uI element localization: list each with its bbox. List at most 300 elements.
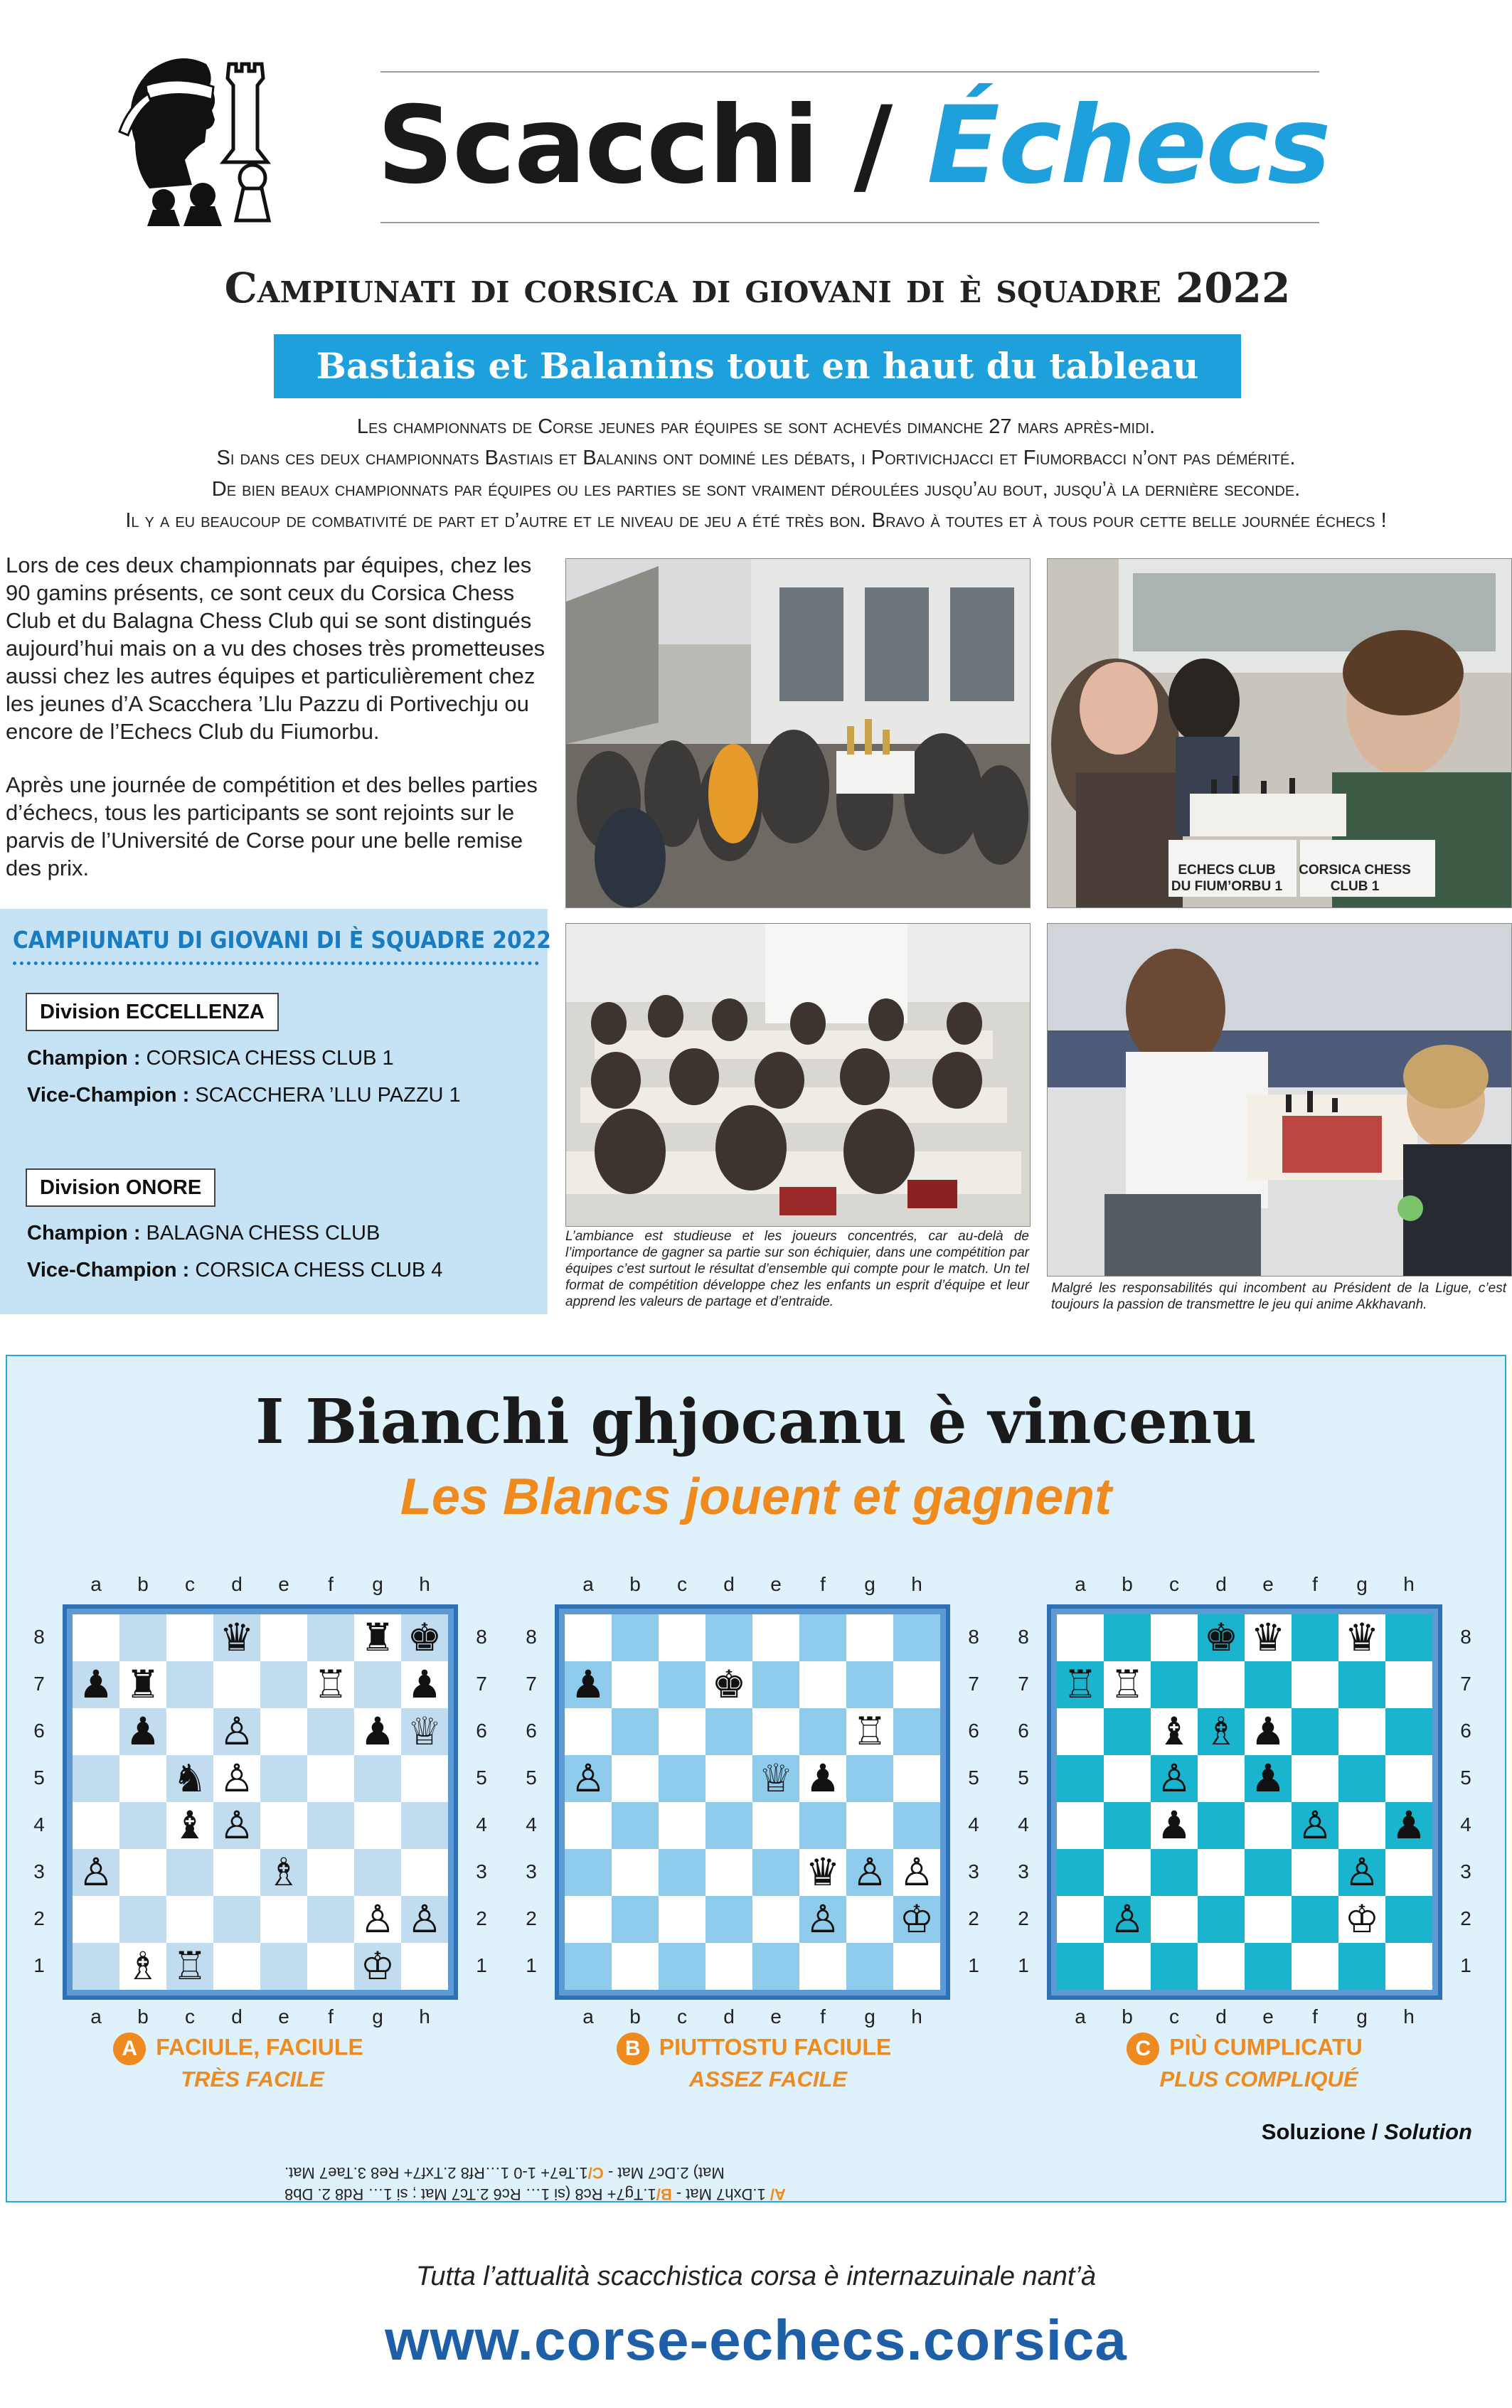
eccellenza-vice-champion: Vice-Champion : SCACCHERA ’LLU PAZZU 1 [27,1084,461,1107]
file-label: c [1169,1573,1179,1595]
square-a1 [1057,1943,1104,1990]
rank-label: 7 [476,1673,487,1695]
results-title: CAMPIUNATU DI GIOVANI DI È SQUADRE 2022 [13,926,551,954]
rank-label: 6 [33,1720,45,1742]
square-e7 [1245,1661,1292,1708]
white-pawn-icon: ♙ [570,1756,606,1801]
square-a2 [1057,1896,1104,1943]
square-f2 [307,1896,354,1943]
rank-label: 6 [526,1720,537,1742]
square-h7 [1385,1661,1432,1708]
black-pawn-icon: ♟ [78,1662,114,1707]
rank-label: 5 [968,1767,979,1789]
level-b [583,2033,925,2092]
square-b5 [1104,1755,1151,1802]
square-f3 [307,1849,354,1896]
white-king-icon: ♔ [899,1897,935,1941]
square-d4 [706,1802,752,1849]
square-g7 [846,1661,893,1708]
square-e1 [260,1943,307,1990]
white-pawn-icon: ♙ [219,1709,255,1754]
file-label: c [1169,2005,1179,2028]
square-b4 [1104,1802,1151,1849]
square-d5 [706,1755,752,1802]
rank-label: 4 [1018,1813,1029,1836]
file-label: c [185,1573,195,1595]
square-c6 [659,1708,706,1755]
badge-c: C [1127,2033,1159,2065]
square-f6 [1292,1708,1338,1755]
square-c7 [166,1661,213,1708]
square-b6 [612,1708,659,1755]
file-label: f [820,1573,826,1595]
title-echecs: Échecs [927,84,1330,208]
file-label: e [278,1573,289,1595]
square-d2 [706,1896,752,1943]
square-h5 [893,1755,940,1802]
square-d7 [213,1661,260,1708]
black-bishop-icon: ♝ [1156,1709,1192,1754]
white-rook-icon: ♖ [172,1944,208,1988]
file-label: a [90,2005,102,2028]
division-eccellenza-label: Division ECCELLENZA [26,993,279,1031]
square-e7 [260,1661,307,1708]
division-onore-label: Division ONORE [26,1168,215,1207]
photo-league-president [1047,923,1512,1277]
square-f6 [307,1708,354,1755]
file-label: f [328,1573,334,1595]
square-b5 [612,1755,659,1802]
square-c8 [166,1614,213,1661]
square-b2 [612,1896,659,1943]
square-c8 [659,1614,706,1661]
square-d2 [1198,1896,1245,1943]
square-h5 [1385,1755,1432,1802]
rank-label: 8 [1018,1626,1029,1648]
square-h8 [1385,1614,1432,1661]
square-g5 [846,1755,893,1802]
square-d3 [706,1849,752,1896]
corsica-chess-logo [107,36,284,228]
rank-label: 4 [1460,1813,1471,1836]
file-label: h [911,1573,922,1595]
square-c3 [1151,1849,1198,1896]
square-c5 [659,1755,706,1802]
badge-a: A [113,2033,146,2065]
rank-label: 8 [526,1626,537,1648]
square-a6 [1057,1708,1104,1755]
level-c [1095,2033,1394,2092]
square-c8 [1151,1614,1198,1661]
caption-tournament-hall: L’ambiance est studieuse et les joueurs concentrés, car au-delà de l’importance de gagner sa partie sur son échiquier, dans une compétition par équipes c’est surtout le résultat d’ensemble qui compte pour le match. Un tel format de compétition développe chez les enfants un esprit d’équipe et leur apprend les valeurs de partage et d’entraide. [565,1229,1029,1309]
rank-label: 8 [1460,1626,1471,1648]
square-f5 [307,1755,354,1802]
black-king-icon: ♚ [711,1662,747,1707]
square-f4 [799,1802,846,1849]
rank-label: 1 [526,1954,537,1976]
square-b4 [119,1802,166,1849]
black-pawn-icon: ♟ [570,1662,606,1707]
solution-heading: Soluzione / Solution [1261,2119,1472,2144]
square-h2 [1385,1896,1432,1943]
black-pawn-icon: ♟ [805,1756,841,1801]
white-rook-icon: ♖ [1063,1662,1098,1707]
square-c7 [659,1661,706,1708]
white-queen-icon: ♕ [407,1709,442,1754]
square-d3 [213,1849,260,1896]
black-king-icon: ♚ [1203,1615,1239,1660]
black-pawn-icon: ♟ [1391,1803,1427,1848]
rank-label: 4 [33,1813,45,1836]
file-label: g [372,2005,383,2028]
footer-url-link[interactable]: www.corse-echecs.corsica [385,2308,1127,2372]
rank-label: 8 [476,1626,487,1648]
square-b5 [119,1755,166,1802]
square-d7 [1198,1661,1245,1708]
file-label: a [90,1573,102,1595]
file-label: g [864,1573,875,1595]
square-h4 [401,1802,448,1849]
square-d5 [1198,1755,1245,1802]
black-pawn-icon: ♟ [360,1709,395,1754]
white-pawn-icon: ♙ [852,1850,888,1895]
level-b-corsican: PIUTTOSTU FACIULE [659,2034,892,2060]
square-e3 [1245,1849,1292,1896]
article-paragraph: Lors de ces deux championnats par équipes, chez les 90 gamins présents, ce sont ceux du Corsica Chess Club et du Balagna Chess Club qui se sont distingués aujourd’hui mais on a vu des choses très prometteuses aussi chez les autres équipes et particulièrement chez les jeunes d’A Scacchera ’Llu Pazzu di Portivechju ou encore de l’Echecs Club du Fiumorbu. [6,553,545,744]
level-a [85,2033,391,2092]
square-h8 [893,1614,940,1661]
square-c1 [1151,1943,1198,1990]
file-label: a [582,2005,594,2028]
rank-label: 2 [1460,1907,1471,1929]
file-label: h [419,2005,430,2028]
square-a1 [73,1943,119,1990]
square-f8 [1292,1614,1338,1661]
photo-prize-ceremony [565,558,1031,908]
header-rule-bottom [380,222,1319,223]
square-e8 [260,1614,307,1661]
square-a5 [1057,1755,1104,1802]
rank-label: 2 [1018,1907,1029,1929]
black-knight-icon: ♞ [172,1756,208,1801]
black-king-icon: ♚ [407,1615,442,1660]
square-e4 [260,1802,307,1849]
rank-label: 6 [968,1720,979,1742]
square-f1 [307,1943,354,1990]
black-rook-icon: ♜ [125,1662,161,1707]
rank-label: 2 [526,1907,537,1929]
square-e4 [752,1802,799,1849]
white-pawn-icon: ♙ [360,1897,395,1941]
eccellenza-champion: Champion : CORSICA CHESS CLUB 1 [27,1047,394,1070]
file-label: d [1215,1573,1227,1595]
level-a-corsican: FACIULE, FACIULE [156,2034,363,2060]
white-queen-icon: ♕ [758,1756,794,1801]
square-a4 [73,1802,119,1849]
square-c1 [659,1943,706,1990]
rank-label: 2 [968,1907,979,1929]
black-pawn-icon: ♟ [1250,1756,1286,1801]
square-f2 [1292,1896,1338,1943]
square-c6 [166,1708,213,1755]
file-label: h [1403,2005,1415,2028]
square-g5 [1338,1755,1385,1802]
white-rook-icon: ♖ [852,1709,888,1754]
file-label: h [419,1573,430,1595]
rank-label: 6 [1018,1720,1029,1742]
square-a4 [1057,1802,1104,1849]
page-title [377,82,1337,210]
file-label: a [1075,1573,1086,1595]
square-a8 [1057,1614,1104,1661]
white-rook-icon: ♖ [313,1662,348,1707]
square-e8 [752,1614,799,1661]
headline-banner: Bastiais et Balanins tout en haut du tableau [274,334,1241,398]
square-c2 [659,1896,706,1943]
rank-label: 3 [476,1860,487,1882]
white-pawn-icon: ♙ [805,1897,841,1941]
rank-label: 7 [526,1673,537,1695]
caption-league-president: Malgré les responsabilités qui incombent au Président de la Ligue, c’est toujours la passion de transmettre le jeu qui anime Akkhavanh. [1051,1281,1506,1312]
square-b8 [612,1614,659,1661]
rank-label: 1 [1018,1954,1029,1976]
square-b3 [1104,1849,1151,1896]
footer-tagline: Tutta l’attualità scacchistica corsa è internazuinale nant’à [415,2262,1097,2291]
square-g7 [354,1661,401,1708]
rank-label: 5 [476,1767,487,1789]
rank-label: 5 [1460,1767,1471,1789]
white-rook-icon: ♖ [1109,1662,1145,1707]
sign-fiumorbu: ECHECS CLUB DU FIUM’ORBU 1 [1171,863,1283,894]
square-d4 [1198,1802,1245,1849]
rank-label: 6 [476,1720,487,1742]
file-label: d [723,1573,735,1595]
solution-line: A/ 1.Dxh7 Mat - B/1.Tg7+ Rc8 (si 1… Rc6 2.Tc7 Mat ; si 1… Rd8 2. Db8 [284,2185,786,2203]
square-b1 [1104,1943,1151,1990]
square-f1 [799,1943,846,1990]
square-c3 [166,1849,213,1896]
rank-label: 4 [476,1813,487,1836]
rank-label: 4 [968,1813,979,1836]
file-label: g [864,2005,875,2028]
square-g6 [1338,1708,1385,1755]
rank-label: 1 [968,1954,979,1976]
black-pawn-icon: ♟ [407,1662,442,1707]
square-b1 [612,1943,659,1990]
rank-label: 3 [1018,1860,1029,1882]
chess-board-c [1047,1604,1442,2003]
file-label: f [1312,1573,1318,1595]
square-g4 [354,1802,401,1849]
square-h3 [1385,1849,1432,1896]
white-bishop-icon: ♗ [266,1850,302,1895]
file-label: d [1215,2005,1227,2028]
file-label: g [1356,2005,1368,2028]
square-f3 [1292,1849,1338,1896]
square-a8 [73,1614,119,1661]
black-pawn-icon: ♟ [1250,1709,1286,1754]
rank-label: 7 [1460,1673,1471,1695]
square-f1 [1292,1943,1338,1990]
square-a1 [565,1943,612,1990]
file-label: b [629,2005,641,2028]
square-g1 [1338,1943,1385,1990]
file-label: a [1075,2005,1086,2028]
rank-label: 2 [476,1907,487,1929]
square-a8 [565,1614,612,1661]
square-e6 [752,1708,799,1755]
file-label: b [1122,1573,1133,1595]
solution-line: Mat) 2.Dc7 Mat - C/1.Te7+ 1-0 1…Rf8 2.Txf7+ Re8 3.Tae7 Mat. [284,2164,725,2182]
square-h1 [1385,1943,1432,1990]
square-a6 [565,1708,612,1755]
file-label: e [278,2005,289,2028]
onore-champion: Champion : BALAGNA CHESS CLUB [27,1222,380,1245]
white-pawn-icon: ♙ [78,1850,114,1895]
square-f7 [1292,1661,1338,1708]
black-pawn-icon: ♟ [125,1709,161,1754]
rank-label: 1 [1460,1954,1471,1976]
white-king-icon: ♔ [1344,1897,1380,1941]
square-g1 [846,1943,893,1990]
rank-label: 5 [1018,1767,1029,1789]
square-a5 [73,1755,119,1802]
white-pawn-icon: ♙ [219,1756,255,1801]
rank-label: 3 [1460,1860,1471,1882]
chess-board-a [63,1604,458,2003]
white-bishop-icon: ♗ [1203,1709,1239,1754]
article-paragraph: Après une journée de compétition et des belles parties d’échecs, tous les participants se sont rejoints sur le parvis de l’Université de Corse pour une belle remise des prix. [6,772,538,880]
file-label: f [1312,2005,1318,2028]
square-g2 [846,1896,893,1943]
rank-label: 8 [968,1626,979,1648]
white-king-icon: ♔ [360,1944,395,1988]
file-label: d [231,2005,243,2028]
file-label: e [770,1573,782,1595]
black-queen-icon: ♛ [1344,1615,1380,1660]
square-f8 [307,1614,354,1661]
file-label: b [629,1573,641,1595]
file-label: f [328,2005,334,2028]
intro-text [28,411,1484,536]
square-c2 [1151,1896,1198,1943]
square-g4 [1338,1802,1385,1849]
square-e2 [1245,1896,1292,1943]
level-a-french: TRÈS FACILE [181,2067,324,2092]
file-label: g [1356,1573,1368,1595]
white-bishop-icon: ♗ [125,1944,161,1988]
square-e6 [260,1708,307,1755]
file-label: b [137,2005,149,2028]
square-h7 [893,1661,940,1708]
white-pawn-icon: ♙ [1297,1803,1333,1848]
square-e1 [1245,1943,1292,1990]
square-a2 [73,1896,119,1943]
white-pawn-icon: ♙ [1156,1756,1192,1801]
rank-label: 1 [476,1954,487,1976]
square-b3 [612,1849,659,1896]
level-b-french: ASSEZ FACILE [688,2067,848,2092]
level-c-corsican: PIÙ CUMPLICATU [1169,2034,1363,2060]
puzzle-subheading: Les Blancs jouent et gagnent [400,1469,1112,1525]
white-pawn-icon: ♙ [899,1850,935,1895]
square-e7 [752,1661,799,1708]
file-label: a [582,1573,594,1595]
photo-match-table [1047,558,1512,908]
rank-label: 7 [1018,1673,1029,1695]
square-f8 [799,1614,846,1661]
article-body [6,551,546,907]
rank-label: 3 [968,1860,979,1882]
white-pawn-icon: ♙ [407,1897,442,1941]
white-pawn-icon: ♙ [1109,1897,1145,1941]
file-label: c [677,1573,687,1595]
rank-label: 1 [33,1954,45,1976]
rank-label: 4 [526,1813,537,1836]
header-rule-top [380,71,1319,73]
square-e1 [752,1943,799,1990]
square-b7 [612,1661,659,1708]
square-d1 [1198,1943,1245,1990]
square-e3 [752,1849,799,1896]
intro-line: Il y a eu beaucoup de combativité de part et d’autre et le niveau de jeu a été très bon. Bravo à toutes et à tous pour cette belle journée échecs ! [125,509,1387,532]
file-label: d [723,2005,735,2028]
square-f7 [799,1661,846,1708]
file-label: h [1403,1573,1415,1595]
square-b8 [1104,1614,1151,1661]
square-b8 [119,1614,166,1661]
square-e2 [260,1896,307,1943]
intro-line: Si dans ces deux championnats Bastiais et Balanins ont dominé les débats, i Portivichjacci et Fiumorbacci n’ont pas démérité. [216,447,1296,469]
square-h3 [401,1849,448,1896]
square-h4 [893,1802,940,1849]
file-label: b [137,1573,149,1595]
file-label: b [1122,2005,1133,2028]
section-subtitle: Campiunati di corsica di giovani di è squadre 2022 [224,264,1291,312]
square-h1 [401,1943,448,1990]
square-d3 [1198,1849,1245,1896]
white-pawn-icon: ♙ [1344,1850,1380,1895]
rank-label: 3 [33,1860,45,1882]
results-box [0,909,551,1314]
square-h5 [401,1755,448,1802]
square-g7 [1338,1661,1385,1708]
black-queen-icon: ♛ [219,1615,255,1660]
rank-label: 3 [526,1860,537,1882]
square-c4 [659,1802,706,1849]
square-h1 [893,1943,940,1990]
square-f4 [307,1802,354,1849]
square-e5 [260,1755,307,1802]
black-pawn-icon: ♟ [1156,1803,1192,1848]
file-label: c [185,2005,195,2028]
file-label: f [820,2005,826,2028]
solution-text [284,2162,1472,2205]
rank-label: 7 [33,1673,45,1695]
file-label: c [677,2005,687,2028]
square-e4 [1245,1802,1292,1849]
square-c7 [1151,1661,1198,1708]
sign-corsica: CORSICA CHESS CLUB 1 [1299,863,1411,894]
photo-tournament-hall [565,923,1031,1227]
square-g4 [846,1802,893,1849]
title-scacchi: Scacchi / [377,84,927,208]
onore-vice-champion: Vice-Champion : CORSICA CHESS CLUB 4 [27,1259,443,1282]
intro-line: Les championnats de Corse jeunes par équipes se sont achevés dimanche 27 mars après-midi. [356,415,1156,438]
square-b6 [1104,1708,1151,1755]
square-c2 [166,1896,213,1943]
file-label: g [372,1573,383,1595]
